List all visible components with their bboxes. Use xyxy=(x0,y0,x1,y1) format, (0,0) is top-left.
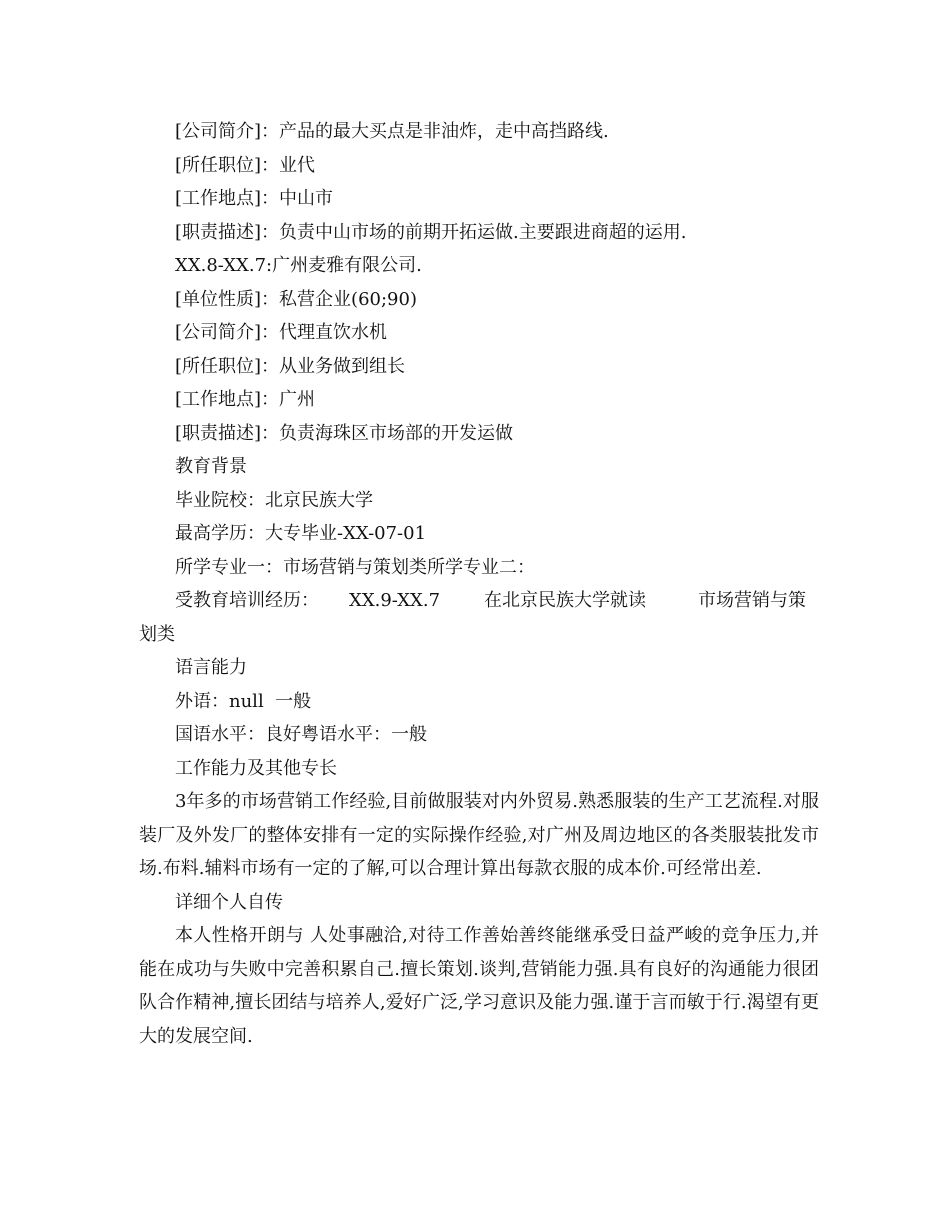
training-period: XX.9-XX.7 xyxy=(349,590,441,611)
bio-heading: 详细个人自传 xyxy=(175,891,283,913)
duty-description-line-1: [职责描述]：负责中山市场的前期开拓运做.主要跟进商超的运用. xyxy=(175,221,687,243)
work-location-line-2: [工作地点]：广州 xyxy=(175,389,316,410)
position-line-2: [所任职位]：从业务做到组长 xyxy=(175,355,406,377)
training-major: 市场营销与策划类 xyxy=(139,590,807,645)
company-type-line: [单位性质]：私营企业(60;90) xyxy=(175,288,417,310)
bio-paragraph: 本人性格开朗与 人处事融洽,对待工作善始善终能继承受日益严峻的竞争压力,并能在成功与失败中完善积累自己.擅长策划.谈判,营销能力强.具有良好的沟通能力很团队合作精神,擅长团结与培养人,爱好广泛,学习意识及能力强.谨于言而敏于行.渴望有更大的发展空间. xyxy=(139,925,819,1047)
work-location-line-1: [工作地点]：中山市 xyxy=(175,188,334,209)
education-heading: 教育背景 xyxy=(175,456,247,477)
employment-period-line: XX.8-XX.7:广州麦雅有限公司. xyxy=(175,255,422,276)
foreign-language-line: 外语：null 一般 xyxy=(175,690,312,712)
training-place: 在北京民族大学就读 xyxy=(484,590,647,611)
training-label: 受教育培训经历： xyxy=(175,590,319,611)
major-line: 所学专业一：市场营销与策划类所学专业二： xyxy=(175,556,535,578)
skills-heading: 工作能力及其他专长 xyxy=(175,757,337,779)
language-heading: 语言能力 xyxy=(175,657,247,678)
skills-paragraph: 3年多的市场营销工作经验,目前做服装对内外贸易.熟悉服装的生产工艺流程.对服装厂及外发厂的整体安排有一定的实际操作经验,对广州及周边地区的各类服装批发市场.布料.辅料市场有一定的了解,可以合理计算出每款衣服的成本价.可经常出差. xyxy=(139,791,819,879)
duty-description-line-2: [职责描述]：负责海珠区市场部的开发运做 xyxy=(175,422,514,444)
graduated-school-line: 毕业院校：北京民族大学 xyxy=(175,489,373,511)
position-line-1: [所任职位]：业代 xyxy=(175,154,316,176)
company-intro-line-1: [公司简介]：产品的最大买点是非油炸，走中高挡路线. xyxy=(175,121,609,142)
mandarin-level-line: 国语水平：良好粤语水平：一般 xyxy=(175,724,427,745)
highest-degree-line: 最高学历：大专毕业-XX-07-01 xyxy=(175,523,427,544)
training-experience-line xyxy=(139,584,819,651)
document-body xyxy=(139,115,819,1053)
company-intro-line-2: [公司简介]：代理直饮水机 xyxy=(175,322,388,343)
